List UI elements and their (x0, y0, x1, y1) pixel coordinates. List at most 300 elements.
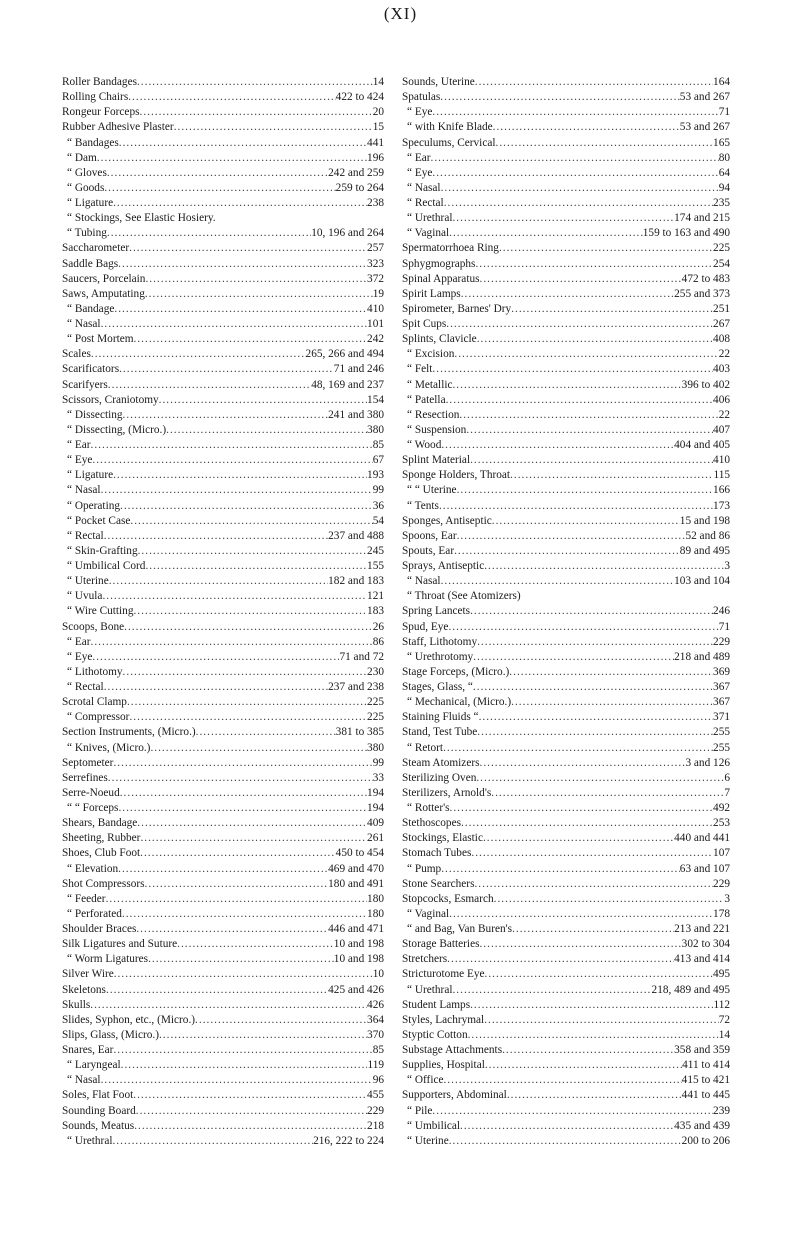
index-entry (62, 1119, 384, 1134)
entry-page-reference: 15 and 198 (679, 514, 730, 527)
entry-label: Soles, Flat Foot (62, 1089, 134, 1102)
entry-label: “ Pump (407, 862, 442, 875)
entry-page-reference: 358 and 359 (674, 1044, 730, 1056)
entry-label: “ Bandages (67, 136, 119, 149)
entry-label: “ Tubing (67, 227, 107, 240)
entry-label: Student Lamps (402, 998, 471, 1011)
entry-page-reference: 33 (372, 771, 384, 784)
entry-label: Roller Bandages (62, 76, 137, 88)
entry-label: Sprays, Antiseptic (402, 560, 485, 572)
index-entry (402, 257, 730, 272)
dot-leader (502, 1043, 674, 1058)
dot-leader (118, 801, 367, 816)
dot-leader (450, 801, 714, 816)
entry-label: Silk Ligatures and Suture (62, 938, 178, 951)
dot-leader (511, 695, 713, 710)
entry-page-reference: 370 (367, 1028, 384, 1041)
entry-page-reference: 426 (367, 998, 384, 1011)
dot-leader (101, 317, 367, 332)
index-entry (402, 801, 730, 816)
entry-page-reference: 251 (713, 302, 730, 315)
entry-page-reference: 238 (367, 197, 384, 209)
index-entry (402, 620, 730, 635)
dot-leader (101, 483, 373, 498)
index-entry (62, 483, 384, 498)
entry-page-reference: 166 (713, 484, 730, 497)
entry-label: Spouts, Ear (402, 544, 455, 557)
entry-page-reference: 323 (367, 257, 384, 270)
dot-leader (104, 529, 328, 544)
dot-leader (439, 499, 713, 514)
entry-page-reference: 410 (713, 454, 730, 467)
entry-page-reference: 107 (713, 847, 730, 860)
dot-leader (91, 635, 373, 650)
entry-page-reference: 492 (713, 802, 730, 814)
entry-label: Saccharometer (62, 242, 130, 255)
dot-leader (512, 922, 674, 937)
entry-page-reference: 119 (367, 1059, 384, 1072)
entry-label: Speculums, Cervical (402, 136, 496, 149)
entry-page-reference: 71 (718, 620, 730, 633)
entry-label: Saddle Bags (62, 257, 119, 270)
index-entry (62, 846, 384, 861)
entry-page-reference: 255 (713, 726, 730, 739)
index-entry (62, 226, 384, 241)
entry-page-reference: 411 to 414 (682, 1059, 730, 1072)
entry-page-reference: 410 (367, 302, 384, 315)
dot-leader (475, 257, 713, 272)
entry-page-reference: 180 (367, 892, 384, 905)
dot-leader (166, 423, 367, 438)
dot-leader (484, 559, 724, 574)
entry-page-reference: 194 (367, 802, 384, 814)
index-entry (402, 514, 730, 529)
dot-leader (90, 998, 367, 1013)
index-entry (62, 257, 384, 272)
index-entry (62, 499, 384, 514)
index-entry (62, 589, 384, 604)
index-entry (402, 1119, 730, 1134)
entry-label: “ Ear (407, 151, 431, 164)
index-entry (62, 907, 384, 922)
index-entry (402, 756, 730, 771)
entry-label: Styptic Cotton (402, 1028, 468, 1041)
index-entry (402, 877, 730, 892)
entry-page-reference: 422 to 424 (335, 91, 384, 104)
dot-leader (432, 1104, 713, 1119)
index-entry (402, 438, 730, 453)
dot-leader (511, 302, 713, 317)
index-entry (62, 302, 384, 317)
dot-leader (107, 166, 328, 181)
index-entry (402, 710, 730, 725)
entry-page-reference: 155 (367, 560, 384, 572)
index-entry (62, 136, 384, 151)
index-entry (402, 846, 730, 861)
dot-leader (470, 998, 713, 1013)
dot-leader (148, 952, 334, 967)
dot-leader (474, 877, 713, 892)
index-entry (402, 1013, 730, 1028)
index-entry (402, 105, 730, 120)
entry-label: Rolling Chairs (62, 91, 129, 104)
dot-leader (159, 1028, 367, 1043)
entry-page-reference: 115 (713, 469, 730, 482)
index-entry (62, 347, 384, 362)
entry-label: “ Elevation (67, 862, 119, 875)
entry-label: “ Nasal (407, 181, 441, 194)
entry-page-reference: 246 (713, 605, 730, 618)
dot-leader (120, 499, 373, 514)
entry-label: “ Rectal (407, 197, 444, 209)
entry-page-reference: 257 (367, 242, 384, 255)
index-entry (62, 1088, 384, 1103)
index-entry (402, 120, 730, 135)
dot-leader (101, 1073, 373, 1088)
index-entry (62, 998, 384, 1013)
entry-page-reference: 241 and 380 (328, 408, 384, 421)
index-entry (402, 287, 730, 302)
dot-leader (97, 151, 367, 166)
entry-page-reference: 218, 489 and 495 (651, 983, 730, 996)
dot-leader (460, 1119, 674, 1134)
entry-label: “ Knives, (Micro.) (67, 741, 151, 754)
dot-leader (150, 741, 367, 756)
index-entry (62, 75, 384, 90)
index-entry (62, 635, 384, 650)
entry-label: Stricturotome Eye (402, 968, 485, 981)
entry-page-reference: 407 (713, 423, 730, 436)
index-entry (402, 967, 730, 982)
index-entry (62, 166, 384, 181)
entry-label: Scarifyers (62, 378, 108, 391)
index-entry (62, 816, 384, 831)
dot-leader (441, 438, 674, 453)
entry-page-reference: 237 and 238 (328, 681, 384, 693)
index-entry (402, 1058, 730, 1073)
entry-page-reference: 396 to 402 (681, 378, 730, 391)
entry-page-reference: 415 to 421 (681, 1074, 730, 1087)
entry-page-reference: 237 and 488 (328, 529, 384, 542)
entry-page-reference: 229 (713, 635, 730, 648)
entry-label: Spinal Apparatus (402, 272, 480, 285)
dot-leader (196, 725, 336, 740)
entry-label: Sounding Board (62, 1104, 136, 1117)
dot-leader (480, 756, 686, 771)
entry-label: “ Felt (407, 363, 433, 376)
index-entry (62, 272, 384, 287)
entry-label: Stethoscopes (402, 817, 461, 830)
entry-label: Silver Wire (62, 968, 114, 981)
entry-label: Spit Cups (402, 318, 447, 330)
entry-label: Styles, Lachrymal (402, 1013, 485, 1026)
entry-label: Stopcocks, Esmarch (402, 892, 494, 905)
index-entry (402, 937, 730, 952)
index-entry (402, 151, 730, 166)
index-entry (62, 120, 384, 135)
dot-leader (449, 907, 713, 922)
index-entry (62, 514, 384, 529)
entry-page-reference: 72 (718, 1013, 730, 1026)
entry-label: Saws, Amputating (62, 287, 145, 300)
entry-label: Spirit Lamps (402, 287, 461, 300)
entry-label: “ Metallic (407, 378, 453, 391)
entry-label: “ Patella (407, 393, 446, 406)
entry-page-reference: 80 (718, 151, 730, 164)
entry-page-reference: 180 (367, 907, 384, 920)
entry-page-reference: 22 (718, 348, 730, 361)
index-entry (402, 589, 730, 604)
dot-leader (134, 332, 368, 347)
dot-leader (475, 75, 713, 90)
index-entry (402, 831, 730, 846)
entry-page-reference: 99 (372, 756, 384, 769)
entry-label: “ Rectal (67, 681, 104, 693)
index-entry (402, 559, 730, 574)
dot-leader (127, 695, 367, 710)
entry-label: Sounds, Uterine (402, 76, 475, 88)
index-entry (402, 544, 730, 559)
dot-leader (471, 846, 713, 861)
dot-leader (449, 1134, 682, 1149)
entry-label: “ Operating (67, 499, 121, 512)
index-entry (402, 1028, 730, 1043)
entry-page-reference: 101 (367, 318, 384, 330)
index-entry (62, 771, 384, 786)
index-entry (62, 1013, 384, 1028)
index-entry (402, 272, 730, 287)
entry-page-reference: 194 (367, 786, 384, 799)
entry-page-reference: 265, 266 and 494 (305, 348, 384, 361)
dot-leader (140, 105, 373, 120)
dot-leader (447, 952, 674, 967)
entry-label: “ Ligature (67, 197, 114, 209)
entry-page-reference: 364 (367, 1013, 384, 1026)
entry-page-reference: 213 and 221 (674, 923, 730, 935)
index-entry (62, 544, 384, 559)
entry-label: Spud, Eye (402, 620, 449, 633)
entry-page-reference: 267 (713, 318, 730, 330)
index-entry (62, 665, 384, 680)
dot-leader (113, 468, 367, 483)
entry-page-reference: 218 and 489 (674, 650, 730, 663)
dot-leader (145, 287, 373, 302)
dot-leader (440, 90, 680, 105)
entry-label: Staff, Lithotomy (402, 635, 478, 648)
entry-page-reference: 14 (718, 1028, 730, 1041)
index-entry (402, 226, 730, 241)
dot-leader (145, 272, 367, 287)
entry-page-reference: 369 (713, 665, 730, 678)
index-entry (402, 816, 730, 831)
dot-leader (492, 514, 680, 529)
entry-page-reference: 367 (713, 696, 730, 709)
entry-label: “ and Bag, Van Buren's (407, 923, 513, 935)
entry-label: Steam Atomizers (402, 756, 480, 769)
entry-page-reference: 53 and 267 (679, 121, 730, 134)
entry-page-reference: 10, 196 and 264 (311, 227, 384, 240)
dot-leader (496, 136, 714, 151)
index-entry (402, 1134, 730, 1149)
dot-leader (140, 846, 336, 861)
dot-leader (509, 665, 713, 680)
index-entry (402, 952, 730, 967)
index-entry (62, 967, 384, 982)
entry-label: “ Dam (67, 151, 97, 164)
index-entry (402, 604, 730, 619)
dot-leader (432, 166, 718, 181)
dot-leader (92, 453, 372, 468)
entry-label: Stages, Glass, “ (402, 681, 473, 693)
entry-page-reference: 178 (713, 907, 730, 920)
index-column-left (62, 75, 384, 1149)
entry-page-reference: 63 and 107 (679, 862, 730, 875)
index-entry (62, 105, 384, 120)
entry-page-reference: 239 (713, 1104, 730, 1117)
entry-page-reference: 71 and 246 (333, 363, 384, 376)
entry-page-reference: 10 and 198 (333, 953, 384, 966)
entry-page-reference: 229 (367, 1104, 384, 1117)
entry-page-reference: 3 (724, 892, 730, 905)
index-entry (62, 408, 384, 423)
entry-label: Scales (62, 348, 91, 361)
dot-leader (476, 771, 724, 786)
entry-label: “ Umbilical Cord (67, 560, 146, 572)
dot-leader (123, 408, 329, 423)
entry-page-reference: 242 and 259 (328, 166, 384, 179)
entry-label: Sponges, Antiseptic (402, 514, 492, 527)
entry-page-reference: 26 (372, 620, 384, 633)
entry-page-reference: 380 (367, 423, 384, 436)
entry-label: “ with Knife Blade (407, 121, 493, 134)
dot-leader (119, 362, 334, 377)
entry-page-reference: 15 (372, 121, 384, 134)
entry-page-reference: 99 (372, 484, 384, 497)
page-header: (XI) (383, 4, 418, 23)
dot-leader (441, 862, 680, 877)
index-entry (402, 922, 730, 937)
index-entry (402, 196, 730, 211)
dot-leader (461, 287, 674, 302)
entry-label: “ Ligature (67, 469, 114, 482)
entry-label: “ Excision (407, 348, 455, 361)
entry-page-reference: 253 (713, 817, 730, 830)
entry-label: Supporters, Abdominal (402, 1089, 507, 1102)
dot-leader (122, 907, 367, 922)
entry-page-reference: 85 (372, 1044, 384, 1056)
dot-leader (109, 574, 328, 589)
entry-label: Sterilizers, Arnold's (402, 786, 492, 799)
entry-label: “ Dissecting (67, 408, 123, 421)
dot-leader (449, 226, 643, 241)
entry-label: “ Umbilical (407, 1119, 461, 1132)
entry-label: Shoulder Braces (62, 923, 137, 935)
index-entry (402, 211, 730, 226)
index-entry (402, 302, 730, 317)
entry-page-reference: 165 (713, 136, 730, 149)
dot-leader (452, 211, 674, 226)
dot-leader (195, 1013, 367, 1028)
index-entry (62, 362, 384, 377)
index-entry (402, 786, 730, 801)
entry-label: “ Stockings, See Elastic Hosiery. (67, 212, 216, 225)
entry-label: Supplies, Hospital (402, 1059, 485, 1072)
index-entry (402, 332, 730, 347)
dot-leader (133, 604, 367, 619)
entry-page-reference: 225 (713, 242, 730, 255)
entry-label: Rongeur Forceps (62, 106, 140, 119)
index-entry (62, 1058, 384, 1073)
entry-page-reference: 3 (724, 560, 730, 572)
entry-label: Scoops, Bone (62, 620, 125, 633)
entry-page-reference: 372 (367, 272, 384, 285)
dot-leader (477, 332, 713, 347)
index-entry (62, 181, 384, 196)
entry-page-reference: 64 (718, 166, 730, 179)
entry-page-reference: 403 (713, 363, 730, 376)
entry-label: Splint Material (402, 454, 471, 467)
index-entry (62, 574, 384, 589)
index-entry (402, 317, 730, 332)
entry-label: “ Tents (407, 499, 439, 512)
entry-page-reference: 67 (372, 454, 384, 467)
entry-page-reference: 193 (367, 469, 384, 482)
entry-label: Sounds, Meatus (62, 1119, 135, 1132)
entry-page-reference: 469 and 470 (328, 862, 384, 875)
entry-label: “ Retort (407, 741, 444, 754)
entry-page-reference: 380 (367, 741, 384, 754)
index-entry (62, 741, 384, 756)
dot-leader (174, 120, 373, 135)
entry-label: Storage Batteries (402, 938, 480, 951)
index-entry (402, 892, 730, 907)
entry-label: “ Pocket Case (67, 514, 131, 527)
entry-page-reference: 71 and 72 (339, 650, 384, 663)
dot-leader (91, 347, 306, 362)
index-entry (402, 862, 730, 877)
dot-leader (106, 983, 328, 998)
index-entry (62, 786, 384, 801)
index-entry (62, 801, 384, 816)
index-entry (402, 665, 730, 680)
index-entry (402, 741, 730, 756)
index-entry (62, 620, 384, 635)
entry-label: “ Uterine (67, 575, 109, 588)
dot-leader (454, 544, 680, 559)
entry-label: Stone Searchers (402, 877, 475, 890)
dot-leader (107, 226, 311, 241)
entry-label: “ Gloves (67, 166, 107, 179)
entry-page-reference: 235 (713, 197, 730, 209)
entry-label: Sponge Holders, Throat (402, 469, 511, 482)
entry-page-reference: 196 (367, 151, 384, 164)
entry-label: Stretchers (402, 953, 448, 966)
entry-label: “ Nasal (67, 318, 101, 330)
entry-page-reference: 53 and 267 (679, 91, 730, 104)
entry-page-reference: 245 (367, 544, 384, 557)
entry-label: “ Skin-Grafting (67, 544, 138, 557)
index-entry (62, 725, 384, 740)
dot-leader (446, 393, 713, 408)
index-entry (62, 529, 384, 544)
index-entry (62, 680, 384, 695)
index-entry (62, 952, 384, 967)
entry-label: Sphygmographs (402, 257, 476, 270)
dot-leader (485, 967, 714, 982)
entry-page-reference: 367 (713, 681, 730, 693)
dot-leader (104, 181, 335, 196)
dot-leader (92, 650, 339, 665)
